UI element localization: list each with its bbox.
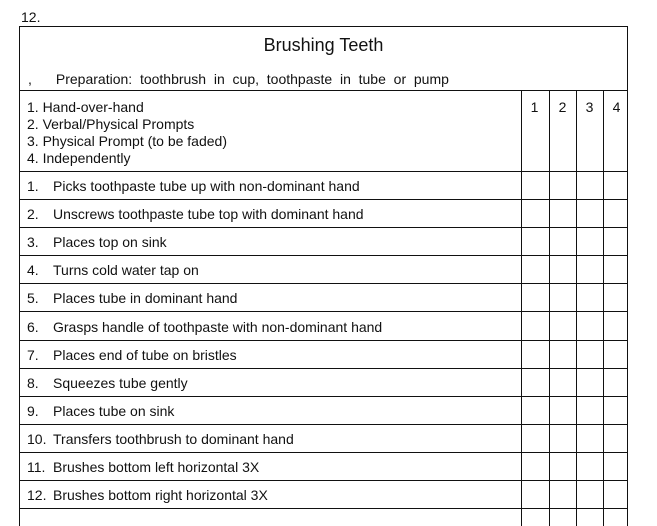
- divider: [20, 199, 627, 200]
- column-divider: [576, 90, 577, 526]
- column-divider: [549, 90, 550, 526]
- step-row: 10. Transfers toothbrush to dominant hand: [27, 431, 294, 447]
- step-row: 12. Brushes bottom right horizontal 3X: [27, 487, 268, 503]
- preparation-bullet: ,: [28, 71, 32, 87]
- step-row: 3. Places top on sink: [27, 234, 167, 250]
- legend-item: 2. Verbal/Physical Prompts: [27, 116, 195, 132]
- step-row: 6. Grasps handle of toothpaste with non-dominant hand: [27, 319, 383, 335]
- divider: [20, 171, 627, 172]
- divider: [20, 227, 627, 228]
- step-row: 2. Unscrews toothpaste tube top with dominant hand: [27, 206, 364, 222]
- preparation-text: Preparation: toothbrush in cup, toothpaste in tube or pump: [55, 71, 449, 87]
- divider: [20, 480, 627, 481]
- divider: [20, 311, 627, 312]
- column-header-2: 2: [558, 99, 567, 115]
- step-row: 4. Turns cold water tap on: [27, 262, 199, 278]
- step-row: 7. Places end of tube on bristles: [27, 347, 237, 363]
- column-divider: [603, 90, 604, 526]
- column-divider: [521, 90, 522, 526]
- legend-item: 4. Independently: [27, 150, 131, 166]
- divider: [20, 452, 627, 453]
- step-row: 9. Places tube on sink: [27, 403, 175, 419]
- divider: [20, 508, 627, 509]
- divider: [20, 368, 627, 369]
- checklist-table: [19, 26, 628, 526]
- column-header-1: 1: [530, 99, 539, 115]
- page-number: 12.: [21, 9, 41, 25]
- divider: [20, 424, 627, 425]
- legend-item: 3. Physical Prompt (to be faded): [27, 133, 227, 149]
- step-row: 8. Squeezes tube gently: [27, 375, 188, 391]
- divider: [20, 255, 627, 256]
- step-row: 1. Picks toothpaste tube up with non-dominant hand: [27, 178, 360, 194]
- divider: [20, 340, 627, 341]
- prompt-legend: [27, 99, 227, 167]
- legend-item: 1. Hand-over-hand: [27, 99, 144, 115]
- step-row: 11. Brushes bottom left horizontal 3X: [27, 459, 260, 475]
- column-header-3: 3: [585, 99, 594, 115]
- step-row: 5. Places tube in dominant hand: [27, 290, 238, 306]
- divider: [20, 90, 627, 91]
- divider: [20, 283, 627, 284]
- column-header-4: 4: [612, 99, 621, 115]
- preparation-line: [28, 71, 449, 87]
- page-title: Brushing Teeth: [263, 35, 384, 55]
- divider: [20, 396, 627, 397]
